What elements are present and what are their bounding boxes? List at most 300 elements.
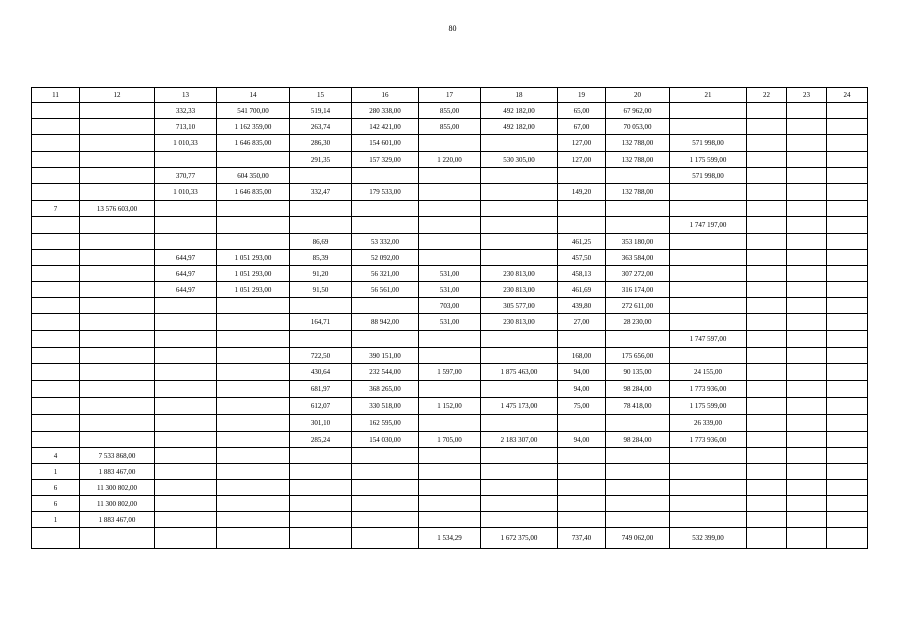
table-cell: 56 321,00 bbox=[352, 266, 419, 282]
table-cell: 91,50 bbox=[290, 282, 352, 298]
table-cell: 492 182,00 bbox=[481, 119, 558, 135]
table-cell: 1 220,00 bbox=[419, 152, 481, 168]
table-cell: 1 773 936,00 bbox=[670, 432, 747, 448]
table-cell: 291,35 bbox=[290, 152, 352, 168]
table-row bbox=[32, 480, 868, 496]
table-cell: 1 051 293,00 bbox=[217, 266, 290, 282]
table-cell: 307 272,00 bbox=[606, 266, 670, 282]
column-header: 21 bbox=[670, 88, 747, 103]
table-cell: 703,00 bbox=[419, 298, 481, 314]
table-cell bbox=[352, 217, 419, 234]
table-cell bbox=[787, 381, 827, 398]
table-row bbox=[32, 448, 868, 464]
table-cell bbox=[155, 415, 217, 432]
table-cell bbox=[155, 364, 217, 381]
table-cell bbox=[217, 152, 290, 168]
column-header: 24 bbox=[827, 88, 868, 103]
table-cell bbox=[217, 364, 290, 381]
table-cell bbox=[606, 168, 670, 184]
table-cell: 1 051 293,00 bbox=[217, 250, 290, 266]
table-cell bbox=[217, 331, 290, 348]
table-cell bbox=[32, 282, 80, 298]
table-row bbox=[32, 432, 868, 448]
table-row bbox=[32, 184, 868, 201]
table-cell bbox=[32, 234, 80, 250]
table-cell: 461,25 bbox=[558, 234, 606, 250]
table-cell bbox=[787, 282, 827, 298]
table-cell bbox=[217, 398, 290, 415]
table-cell bbox=[481, 381, 558, 398]
table-cell bbox=[747, 398, 787, 415]
table-cell: 7 bbox=[32, 201, 80, 217]
table-cell bbox=[419, 496, 481, 512]
table-cell: 1 773 936,00 bbox=[670, 381, 747, 398]
table-cell bbox=[558, 168, 606, 184]
table-cell bbox=[32, 266, 80, 282]
page-number: 80 bbox=[448, 24, 457, 33]
table-cell bbox=[419, 217, 481, 234]
table-cell: 11 300 802,00 bbox=[80, 480, 155, 496]
table-cell bbox=[481, 217, 558, 234]
table-cell bbox=[481, 480, 558, 496]
column-header: 20 bbox=[606, 88, 670, 103]
table-cell bbox=[787, 168, 827, 184]
table-cell bbox=[747, 184, 787, 201]
table-cell bbox=[80, 266, 155, 282]
table-cell bbox=[419, 348, 481, 364]
table-cell bbox=[787, 135, 827, 152]
table-cell: 1 883 467,00 bbox=[80, 464, 155, 480]
table-cell bbox=[787, 119, 827, 135]
table-cell bbox=[155, 348, 217, 364]
table-cell: 85,39 bbox=[290, 250, 352, 266]
table-cell bbox=[558, 496, 606, 512]
table-cell bbox=[606, 331, 670, 348]
table-cell bbox=[787, 448, 827, 464]
table-cell: 11 300 802,00 bbox=[80, 496, 155, 512]
table-cell: 531,00 bbox=[419, 266, 481, 282]
table-cell bbox=[80, 528, 155, 549]
table-cell bbox=[290, 464, 352, 480]
table-cell bbox=[217, 512, 290, 528]
total-row bbox=[32, 528, 868, 549]
table-cell bbox=[670, 512, 747, 528]
table-cell: 492 182,00 bbox=[481, 103, 558, 119]
table-cell bbox=[827, 282, 868, 298]
table-cell: 78 418,00 bbox=[606, 398, 670, 415]
table-cell bbox=[155, 217, 217, 234]
table-cell bbox=[352, 448, 419, 464]
table-cell bbox=[670, 496, 747, 512]
table-cell: 13 576 603,00 bbox=[80, 201, 155, 217]
table-cell bbox=[827, 448, 868, 464]
table-cell bbox=[827, 381, 868, 398]
table-cell bbox=[670, 448, 747, 464]
table-cell: 531,00 bbox=[419, 314, 481, 331]
table-cell: 1 010,33 bbox=[155, 184, 217, 201]
column-header: 15 bbox=[290, 88, 352, 103]
table-cell: 644,97 bbox=[155, 266, 217, 282]
table-cell bbox=[787, 512, 827, 528]
table-cell bbox=[481, 348, 558, 364]
table-cell: 363 584,00 bbox=[606, 250, 670, 266]
table-cell bbox=[352, 331, 419, 348]
table-cell: 855,00 bbox=[419, 119, 481, 135]
table-cell bbox=[217, 528, 290, 549]
table-cell bbox=[747, 496, 787, 512]
table-cell bbox=[217, 234, 290, 250]
table-cell: 286,30 bbox=[290, 135, 352, 152]
table-cell bbox=[32, 364, 80, 381]
table-cell bbox=[827, 398, 868, 415]
table-cell bbox=[32, 152, 80, 168]
table-cell bbox=[827, 119, 868, 135]
table-cell bbox=[827, 201, 868, 217]
table-cell bbox=[787, 234, 827, 250]
table-cell: 132 788,00 bbox=[606, 135, 670, 152]
column-header: 19 bbox=[558, 88, 606, 103]
table-cell bbox=[80, 432, 155, 448]
table-cell bbox=[481, 201, 558, 217]
table-cell bbox=[827, 348, 868, 364]
table-cell bbox=[747, 135, 787, 152]
table-cell bbox=[787, 217, 827, 234]
table-cell: 27,00 bbox=[558, 314, 606, 331]
table-cell bbox=[747, 234, 787, 250]
table-cell bbox=[827, 480, 868, 496]
table-cell: 1 597,00 bbox=[419, 364, 481, 381]
table-cell bbox=[155, 464, 217, 480]
table-cell: 604 350,00 bbox=[217, 168, 290, 184]
table-cell bbox=[787, 464, 827, 480]
table-cell: 1 475 173,00 bbox=[481, 398, 558, 415]
table-cell: 154 030,00 bbox=[352, 432, 419, 448]
table-cell: 571 998,00 bbox=[670, 135, 747, 152]
table-cell bbox=[419, 168, 481, 184]
table-row bbox=[32, 496, 868, 512]
table-row bbox=[32, 512, 868, 528]
table-cell bbox=[747, 168, 787, 184]
table-cell bbox=[32, 398, 80, 415]
table-cell bbox=[558, 201, 606, 217]
table-cell bbox=[747, 464, 787, 480]
table-cell bbox=[606, 448, 670, 464]
table-cell bbox=[827, 415, 868, 432]
table-cell bbox=[481, 135, 558, 152]
table-cell bbox=[827, 234, 868, 250]
table-cell: 127,00 bbox=[558, 152, 606, 168]
table-cell bbox=[419, 250, 481, 266]
table-cell bbox=[217, 314, 290, 331]
table-cell bbox=[747, 448, 787, 464]
table-cell bbox=[827, 217, 868, 234]
table-cell bbox=[290, 528, 352, 549]
table-cell bbox=[352, 496, 419, 512]
table-cell bbox=[80, 348, 155, 364]
table-cell bbox=[155, 512, 217, 528]
table-row bbox=[32, 415, 868, 432]
table-cell bbox=[217, 480, 290, 496]
table-cell: 1 010,33 bbox=[155, 135, 217, 152]
table-cell: 332,33 bbox=[155, 103, 217, 119]
table-cell bbox=[787, 314, 827, 331]
table-cell bbox=[155, 448, 217, 464]
table-cell bbox=[481, 448, 558, 464]
table-cell bbox=[290, 201, 352, 217]
table-cell bbox=[217, 217, 290, 234]
table-cell bbox=[481, 331, 558, 348]
table-cell: 94,00 bbox=[558, 381, 606, 398]
table-cell bbox=[787, 184, 827, 201]
table-cell: 1 646 835,00 bbox=[217, 135, 290, 152]
table-cell bbox=[827, 152, 868, 168]
table-cell bbox=[352, 480, 419, 496]
table-cell: 132 788,00 bbox=[606, 184, 670, 201]
table-cell: 90 135,00 bbox=[606, 364, 670, 381]
table-cell bbox=[155, 152, 217, 168]
table-cell bbox=[352, 528, 419, 549]
table-cell bbox=[352, 464, 419, 480]
table-cell bbox=[787, 528, 827, 549]
table-row bbox=[32, 398, 868, 415]
table-row bbox=[32, 314, 868, 331]
table-cell bbox=[32, 250, 80, 266]
table-cell: 571 998,00 bbox=[670, 168, 747, 184]
table-cell: 2 183 307,00 bbox=[481, 432, 558, 448]
table-cell bbox=[827, 432, 868, 448]
table-row bbox=[32, 201, 868, 217]
table-cell bbox=[670, 298, 747, 314]
table-cell bbox=[80, 314, 155, 331]
table-cell bbox=[80, 282, 155, 298]
table-cell bbox=[747, 348, 787, 364]
table-cell: 531,00 bbox=[419, 282, 481, 298]
table-cell bbox=[290, 496, 352, 512]
table-cell: 230 813,00 bbox=[481, 282, 558, 298]
table-cell bbox=[217, 415, 290, 432]
table-cell: 855,00 bbox=[419, 103, 481, 119]
table-cell: 612,07 bbox=[290, 398, 352, 415]
table-cell bbox=[32, 314, 80, 331]
table-cell: 230 813,00 bbox=[481, 266, 558, 282]
data-table bbox=[31, 87, 868, 549]
table-cell: 98 284,00 bbox=[606, 432, 670, 448]
table-cell bbox=[827, 168, 868, 184]
table-cell bbox=[352, 298, 419, 314]
table-cell bbox=[80, 152, 155, 168]
table-cell bbox=[787, 480, 827, 496]
table-cell bbox=[32, 298, 80, 314]
table-cell bbox=[290, 298, 352, 314]
table-cell bbox=[481, 464, 558, 480]
table-cell bbox=[32, 331, 80, 348]
table-cell: 263,74 bbox=[290, 119, 352, 135]
table-cell bbox=[747, 250, 787, 266]
table-cell bbox=[419, 201, 481, 217]
header-row bbox=[32, 88, 868, 103]
table-cell bbox=[670, 184, 747, 201]
table-cell: 272 611,00 bbox=[606, 298, 670, 314]
table-cell bbox=[419, 415, 481, 432]
table-cell bbox=[80, 135, 155, 152]
table-cell bbox=[419, 512, 481, 528]
table-row bbox=[32, 103, 868, 119]
table-cell: 439,80 bbox=[558, 298, 606, 314]
column-header: 17 bbox=[419, 88, 481, 103]
table-cell bbox=[290, 512, 352, 528]
table-row bbox=[32, 217, 868, 234]
table-cell bbox=[80, 103, 155, 119]
table-cell: 149,20 bbox=[558, 184, 606, 201]
table-cell bbox=[747, 298, 787, 314]
table-cell bbox=[787, 398, 827, 415]
table-cell bbox=[827, 464, 868, 480]
table-cell: 67 962,00 bbox=[606, 103, 670, 119]
table-cell bbox=[787, 201, 827, 217]
table-cell bbox=[747, 415, 787, 432]
table-cell: 1 bbox=[32, 512, 80, 528]
table-cell bbox=[80, 381, 155, 398]
table-cell bbox=[419, 480, 481, 496]
table-cell bbox=[558, 448, 606, 464]
table-cell bbox=[827, 298, 868, 314]
table-cell: 7 533 868,00 bbox=[80, 448, 155, 464]
table-cell bbox=[827, 512, 868, 528]
table-cell bbox=[787, 415, 827, 432]
table-cell bbox=[481, 512, 558, 528]
table-cell bbox=[217, 381, 290, 398]
table-cell bbox=[606, 496, 670, 512]
table-cell bbox=[80, 298, 155, 314]
table-cell: 301,10 bbox=[290, 415, 352, 432]
table-cell bbox=[155, 331, 217, 348]
table-cell bbox=[481, 168, 558, 184]
table-cell: 722,50 bbox=[290, 348, 352, 364]
table-cell: 541 700,00 bbox=[217, 103, 290, 119]
table-cell bbox=[290, 217, 352, 234]
table-cell bbox=[670, 464, 747, 480]
table-cell bbox=[827, 364, 868, 381]
table-cell bbox=[80, 234, 155, 250]
table-cell bbox=[155, 381, 217, 398]
table-cell bbox=[217, 201, 290, 217]
table-cell bbox=[747, 103, 787, 119]
table-cell: 91,20 bbox=[290, 266, 352, 282]
table-cell: 232 544,00 bbox=[352, 364, 419, 381]
table-cell bbox=[747, 266, 787, 282]
table-cell bbox=[670, 282, 747, 298]
table-cell bbox=[217, 298, 290, 314]
table-cell: 280 338,00 bbox=[352, 103, 419, 119]
table-cell bbox=[606, 512, 670, 528]
table-cell: 532 399,00 bbox=[670, 528, 747, 549]
table-cell: 86,69 bbox=[290, 234, 352, 250]
table-cell bbox=[787, 348, 827, 364]
table-cell: 749 062,00 bbox=[606, 528, 670, 549]
table-row bbox=[32, 234, 868, 250]
table-cell: 305 577,00 bbox=[481, 298, 558, 314]
table-cell bbox=[419, 464, 481, 480]
table-cell bbox=[827, 266, 868, 282]
table-cell bbox=[80, 168, 155, 184]
table-cell: 1 672 375,00 bbox=[481, 528, 558, 549]
table-cell bbox=[155, 201, 217, 217]
table-cell: 457,50 bbox=[558, 250, 606, 266]
table-cell: 353 180,00 bbox=[606, 234, 670, 250]
column-header: 16 bbox=[352, 88, 419, 103]
table-cell bbox=[155, 398, 217, 415]
table-cell bbox=[787, 364, 827, 381]
table-cell bbox=[747, 282, 787, 298]
table-row bbox=[32, 464, 868, 480]
table-cell bbox=[558, 217, 606, 234]
table-cell: 1 152,00 bbox=[419, 398, 481, 415]
table-cell bbox=[80, 364, 155, 381]
table-cell bbox=[670, 234, 747, 250]
table-cell bbox=[747, 528, 787, 549]
column-header: 13 bbox=[155, 88, 217, 103]
table-cell bbox=[747, 381, 787, 398]
table-cell: 644,97 bbox=[155, 250, 217, 266]
table-cell bbox=[787, 331, 827, 348]
table-cell: 164,71 bbox=[290, 314, 352, 331]
table-cell bbox=[827, 250, 868, 266]
table-cell: 1 175 599,00 bbox=[670, 398, 747, 415]
table-cell bbox=[606, 217, 670, 234]
table-cell: 1 747 597,00 bbox=[670, 331, 747, 348]
table-cell bbox=[419, 234, 481, 250]
table-cell bbox=[787, 152, 827, 168]
table-cell bbox=[32, 168, 80, 184]
table-row bbox=[32, 168, 868, 184]
table-cell: 88 942,00 bbox=[352, 314, 419, 331]
table-cell bbox=[32, 184, 80, 201]
table-cell: 458,13 bbox=[558, 266, 606, 282]
table-cell bbox=[827, 184, 868, 201]
table-cell: 1 747 197,00 bbox=[670, 217, 747, 234]
table-cell bbox=[558, 480, 606, 496]
table-cell: 332,47 bbox=[290, 184, 352, 201]
table-cell bbox=[787, 496, 827, 512]
table-cell: 175 656,00 bbox=[606, 348, 670, 364]
table-cell: 390 151,00 bbox=[352, 348, 419, 364]
table-cell bbox=[352, 168, 419, 184]
table-cell: 1 705,00 bbox=[419, 432, 481, 448]
table-cell bbox=[747, 480, 787, 496]
table-cell bbox=[670, 314, 747, 331]
table-cell bbox=[827, 135, 868, 152]
table-cell: 65,00 bbox=[558, 103, 606, 119]
table-cell bbox=[217, 464, 290, 480]
table-cell: 168,00 bbox=[558, 348, 606, 364]
table-cell bbox=[606, 201, 670, 217]
table-cell: 316 174,00 bbox=[606, 282, 670, 298]
table-cell bbox=[787, 103, 827, 119]
table-cell bbox=[670, 201, 747, 217]
table-cell: 230 813,00 bbox=[481, 314, 558, 331]
table-cell bbox=[290, 168, 352, 184]
table-cell bbox=[32, 432, 80, 448]
table-cell bbox=[80, 217, 155, 234]
table-cell bbox=[827, 331, 868, 348]
table-cell: 26 339,00 bbox=[670, 415, 747, 432]
column-header: 23 bbox=[787, 88, 827, 103]
table-cell bbox=[155, 528, 217, 549]
table-cell bbox=[827, 314, 868, 331]
table-cell: 461,69 bbox=[558, 282, 606, 298]
table-cell bbox=[155, 480, 217, 496]
table-cell: 1 162 359,00 bbox=[217, 119, 290, 135]
